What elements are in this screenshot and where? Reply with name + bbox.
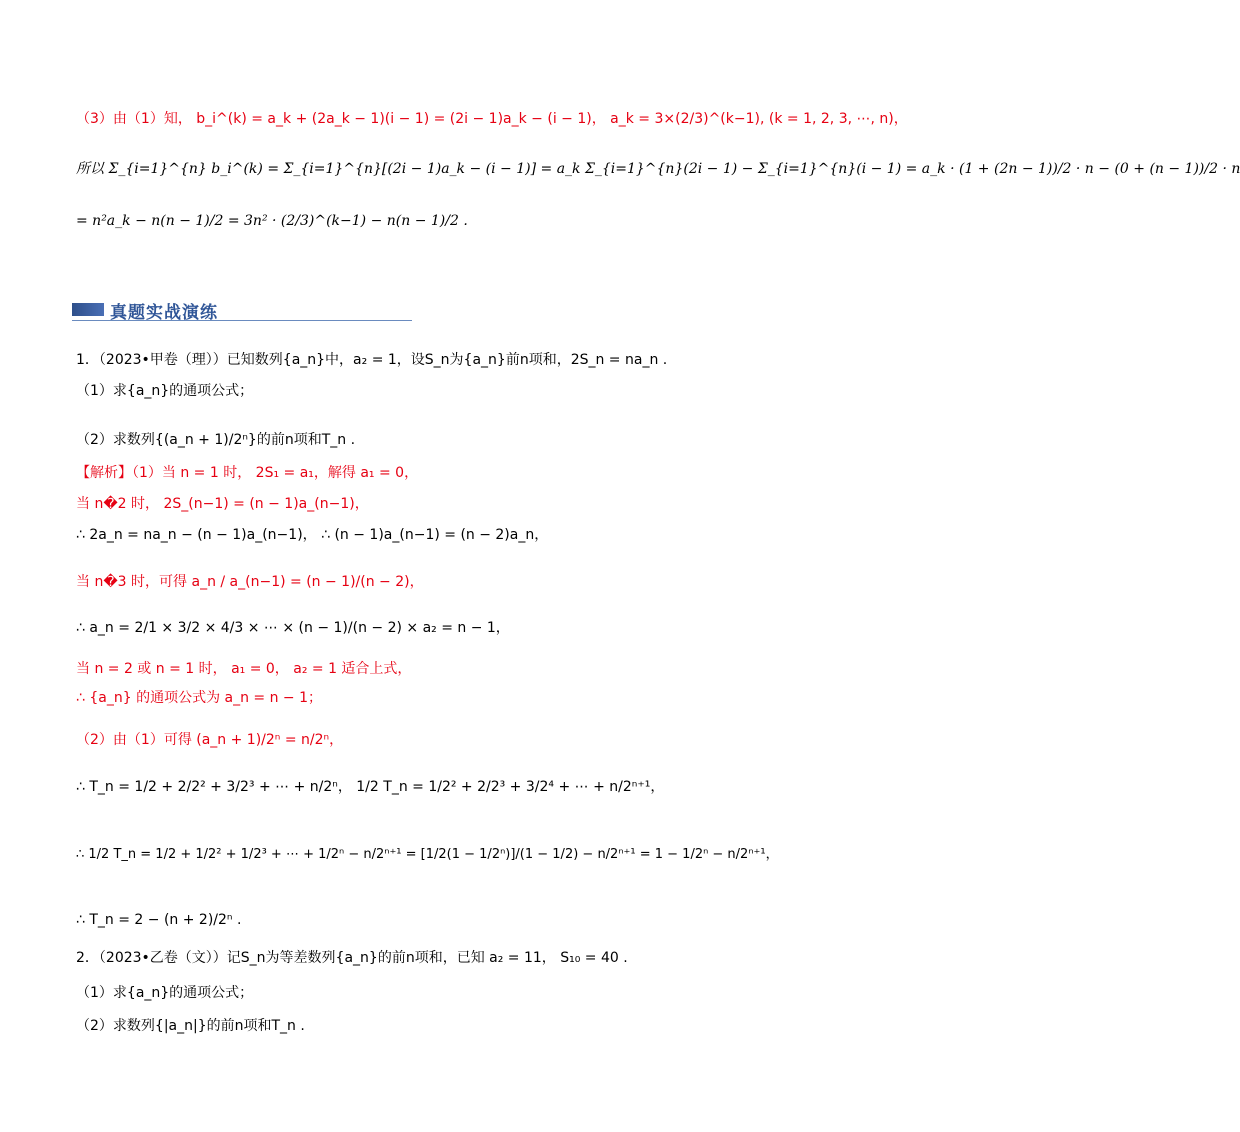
part3-line1-text: （3）由（1）知， b_i^(k) = a_k + (2a_k − 1)(i − 1) = (2i − 1)a_k − (i − 1)， a_k = 3×(2/3)^(k−1), (k = 1, 2, 3, ⋯, n)，	[76, 111, 908, 127]
q2-sub1: （1）求{a_n}的通项公式；	[76, 985, 254, 1001]
q1-sol-8: （2）由（1）可得 (a_n + 1)/2ⁿ = n/2ⁿ，	[76, 732, 344, 748]
part3-line2-text: 所以 Σ_{i=1}^{n} b_i^(k) = Σ_{i=1}^{n}[(2i − 1)a_k − (i − 1)] = a_k Σ_{i=1}^{n}(2i − 1) − Σ_{i=1}^{n}(i − 1) = a_k · (1 + (2n − 1))/2 · n − (0 + (n − 1))/2 · n	[76, 161, 1240, 177]
q1-sol-9: ∴ T_n = 1/2 + 2/2² + 3/2³ + ⋯ + n/2ⁿ， 1/2 T_n = 1/2² + 2/2³ + 3/2⁴ + ⋯ + n/2ⁿ⁺¹，	[76, 779, 665, 795]
q1-sol-7: ∴ {a_n} 的通项公式为 a_n = n − 1；	[76, 690, 323, 706]
part3-line2	[76, 158, 1240, 179]
q1-sol-5: ∴ a_n = 2/1 × 3/2 × 4/3 × ⋯ × (n − 1)/(n − 2) × a₂ = n − 1，	[76, 620, 510, 636]
q1-sol-3: ∴ 2a_n = na_n − (n − 1)a_(n−1)， ∴ (n − 1)a_(n−1) = (n − 2)a_n，	[76, 527, 549, 543]
q2-stem: 2．（2023•乙卷（文））记S_n为等差数列{a_n}的前n项和，已知 a₂ = 11， S₁₀ = 40 .	[76, 950, 628, 966]
q1-sol-11: ∴ T_n = 2 − (n + 2)/2ⁿ .	[76, 912, 242, 928]
section-heading	[72, 300, 412, 321]
q1-sol-10: ∴ 1/2 T_n = 1/2 + 1/2² + 1/2³ + ⋯ + 1/2ⁿ − n/2ⁿ⁺¹ = [1/2(1 − 1/2ⁿ)]/(1 − 1/2) − n/2ⁿ⁺¹ = 1 − 1/2ⁿ − n/2ⁿ⁺¹，	[76, 847, 779, 862]
section-heading-text: 真题实战演练	[110, 303, 218, 323]
q1-sol-2: 当 n�2 时， 2S_(n−1) = (n − 1)a_(n−1)，	[76, 496, 369, 512]
q1-sol-1: 【解析】（1）当 n = 1 时， 2S₁ = a₁，解得 a₁ = 0，	[76, 465, 419, 481]
part3-line3	[76, 210, 468, 231]
q1-stem: 1．（2023•甲卷（理））已知数列{a_n}中，a₂ = 1，设S_n为{a_n}前n项和，2S_n = na_n .	[76, 352, 668, 368]
part3-line3-text: = n²a_k − n(n − 1)/2 = 3n² · (2/3)^(k−1) − n(n − 1)/2 .	[76, 213, 468, 229]
q1-sol-6: 当 n = 2 或 n = 1 时， a₁ = 0， a₂ = 1 适合上式，	[76, 661, 412, 677]
q1-sub1: （1）求{a_n}的通项公式；	[76, 383, 254, 399]
q1-sol-4: 当 n�3 时，可得 a_n / a_(n−1) = (n − 1)/(n − 2)，	[76, 574, 424, 590]
q2-sub2: （2）求数列{|a_n|}的前n项和T_n .	[76, 1018, 305, 1034]
part3-line1	[76, 108, 908, 129]
heading-block-icon	[72, 303, 104, 316]
q1-sub2: （2）求数列{(a_n + 1)/2ⁿ}的前n项和T_n .	[76, 432, 356, 448]
